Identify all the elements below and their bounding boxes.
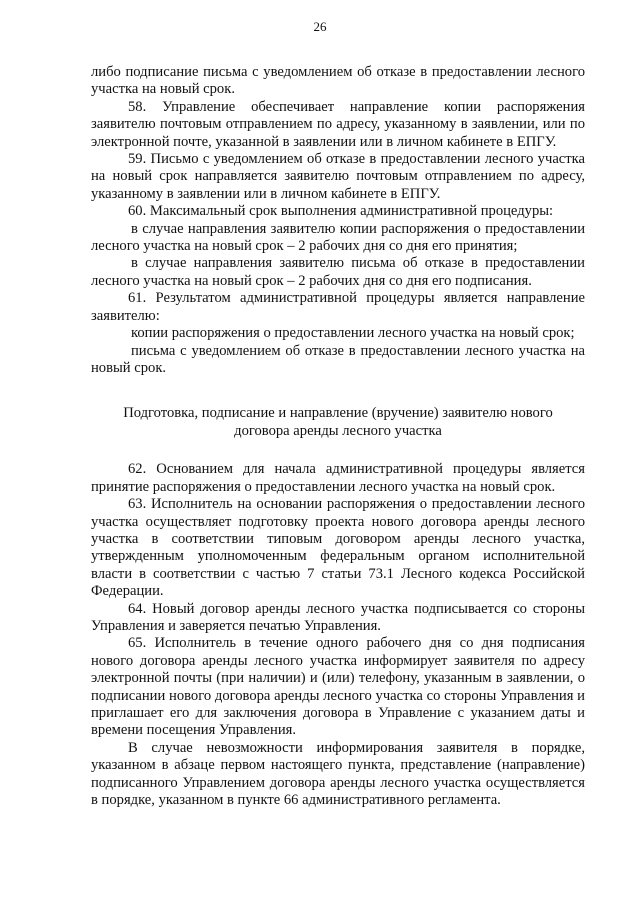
paragraph-60-item-b: в случае направления заявителю письма об отказе в предоставлении лесного участка на новый срок – 2 рабочих дня со дня его подписания.	[91, 255, 585, 289]
section-heading-line-1: Подготовка, подписание и направление (вручение) заявителю нового	[123, 405, 553, 422]
paragraph-continuation: либо подписание письма с уведомлением об отказе в предоставлении лесного участка на новый срок.	[91, 64, 585, 98]
paragraph-62: 62. Основанием для начала административной процедуры является принятие распоряжения о предоставлении лесного участка на новый срок.	[91, 461, 585, 495]
document-body	[91, 64, 585, 809]
paragraph-65-second: В случае невозможности информирования заявителя в порядке, указанном в абзаце первом настоящего пункта, представление (направление) подписанного Управлением договора аренды лесного участка осуществляется в порядке, указанном в пункте 66 административного регламента.	[91, 739, 585, 809]
paragraph-65: 65. Исполнитель в течение одного рабочего дня со дня подписания нового договора аренды лесного участка информирует заявителя по адресу электронной почты (при наличии) и (или) телефону, указанным в заявлении, о подписании нового договора аренды лесного участка со стороны Управления и приглашает его для заключения договора в Управление с указанием даты и времени посещения Управления.	[91, 635, 585, 739]
paragraph-61-item-b: письма с уведомлением об отказе в предоставлении лесного участка на новый срок.	[91, 342, 585, 376]
paragraph-61: 61. Результатом административной процедуры является направление заявителю:	[91, 290, 585, 324]
page-number: 26	[313, 19, 327, 34]
paragraph-59: 59. Письмо с уведомлением об отказе в предоставлении лесного участка на новый срок направляется заявителю почтовым отправлением по адресу, указанному в заявлении или в личном кабинете в ЕПГУ.	[91, 151, 585, 202]
paragraph-60: 60. Максимальный срок выполнения административной процедуры:	[128, 203, 554, 220]
paragraph-63: 63. Исполнитель на основании распоряжения о предоставлении лесного участка осуществляет подготовку проекта нового договора аренды лесного участка в соответствии типовым договором аренды лесного участка, утвержденным уполномоченным федеральным органом исполнительной власти в соответствии с частью 7 статьи 73.1 Лесного кодекса Российской Федерации.	[91, 496, 585, 600]
section-heading	[91, 404, 585, 440]
paragraph-58: 58. Управление обеспечивает направление копии распоряжения заявителю почтовым отправлением по адресу, указанному в заявлении, или по электронной почте, указанной в заявлении или в личном кабинете в ЕПГУ.	[91, 98, 585, 150]
section-heading-line-2: договора аренды лесного участка	[234, 423, 442, 440]
paragraph-61-item-a: копии распоряжения о предоставлении лесного участка на новый срок;	[131, 325, 575, 342]
paragraph-64: 64. Новый договор аренды лесного участка подписывается со стороны Управления и заверяется печатью Управления.	[91, 600, 585, 634]
paragraph-60-item-a: в случае направления заявителю копии распоряжения о предоставлении лесного участка на новый срок – 2 рабочих дня со дня его принятия;	[91, 220, 585, 255]
